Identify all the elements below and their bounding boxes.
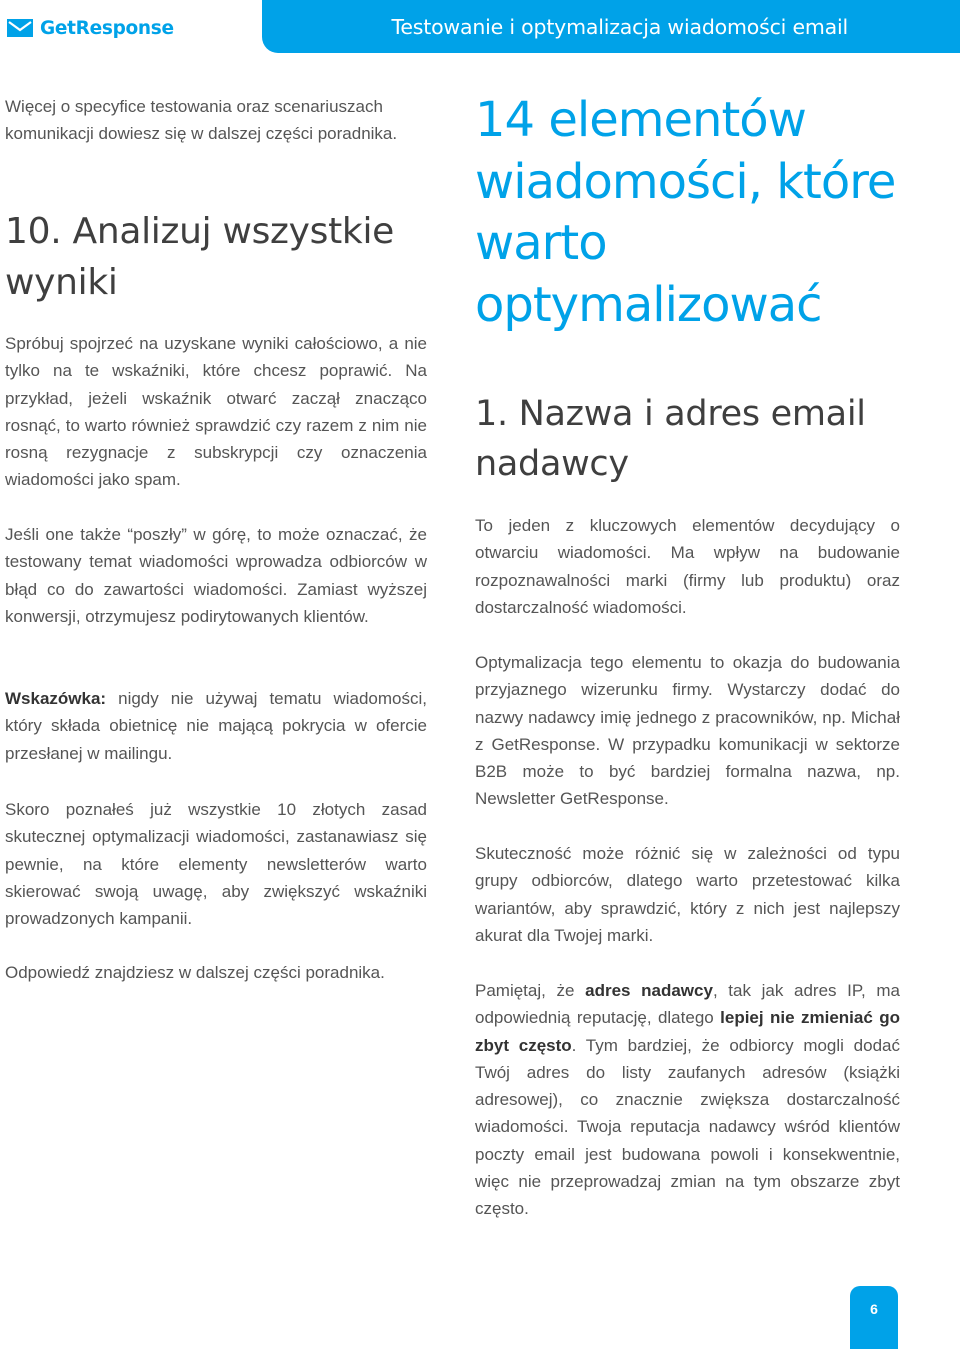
- paragraph-next: Odpowiedź znajdziesz w dalszej części poradnika.: [5, 963, 385, 982]
- chapter-title: 14 elementów wiadomości, które warto optymalizować: [475, 92, 896, 333]
- brand-name: GetResponse: [40, 17, 174, 39]
- reputation-bold-advice: lepiej nie zmieniać go zbyt często: [475, 1008, 900, 1055]
- paragraph-consequences: Jeśli one także “poszły” w górę, to może oznaczać, że testowany temat wiadomości wprowadza odbiorców w błąd co do zawartości wiadomości. Zamiast wyższej konwersji, otrzymujesz podirytowanych klientów.: [5, 525, 427, 626]
- paragraph-sender-key: To jeden z kluczowych elementów decydujący o otwarciu wiadomości. Ma wpływ na budowanie rozpoznawalności marki (firmy lub produktu) oraz dostarczalność wiadomości.: [475, 516, 900, 617]
- paragraph-sender-optimization: Optymalizacja tego elementu to okazja do budowania przyjaznego wizerunku firmy. Wystarczy dodać do nazwy nadawcy imię jednego z pracowników, np. Michał z GetResponse. W przypadku komunikacji w sektorze B2B może to być bardziej formalna nazwa, np. Newsletter GetResponse.: [475, 653, 900, 809]
- page-number-badge: 6: [850, 1286, 898, 1349]
- section-title-10: 10. Analizuj wszystkie wyniki: [5, 211, 395, 303]
- intro-paragraph: Więcej o specyfice testowania oraz scenariuszach komunikacji dowiesz się w dalszej części poradnika.: [5, 97, 398, 144]
- envelope-icon: [6, 18, 34, 38]
- paragraph-effectiveness: Skuteczność może różnić się w zależności od typu grupy odbiorców, dlatego warto przetestować kilka wariantów, aby sprawdzić, który z nich jest najlepszy akurat dla Twojej marki.: [475, 844, 900, 945]
- reputation-bold-address: adres nadawcy: [585, 981, 713, 1000]
- reputation-text-e: . Tym bardziej, że odbiorcy mogli dodać Twój adres do listy zaufanych adresów (książki adresowej), co znacznie zwiększa dostarczalność wiadomości. Twoja reputacja nadawcy wśród klientów poczty email jest budowana powoli i konsekwentnie, więc nie przeprowadzaj zmian na tym obszarze zbyt często.: [475, 1035, 900, 1219]
- header-bar: [262, 0, 960, 53]
- brand-logo: [6, 16, 174, 40]
- tip-text: nigdy nie używaj tematu wiadomości, który składa obietnicę nie mającą pokrycia w ofercie przesłanej w mailingu.: [5, 689, 427, 763]
- paragraph-reputation: [475, 977, 900, 1223]
- reputation-text-c: , tak jak adres IP, ma odpowiednią reputację, dlatego: [475, 981, 901, 1028]
- paragraph-analyze: Spróbuj spojrzeć na uzyskane wyniki całościowo, a nie tylko na te wskaźniki, które chcesz poprawić. Na przykład, jeżeli wskaźnik otwarć zaczął znacząco rosnąć, to warto również sprawdzić czy razem z nim nie rosną rezygnacje z subskrypcji czy oznaczenia wiadomości jako spam.: [5, 334, 427, 490]
- section-title-1: 1. Nazwa i adres email nadawcy: [475, 394, 866, 484]
- document-title: Testowanie i optymalizacja wiadomości email: [391, 15, 848, 39]
- tip-label: Wskazówka:: [5, 689, 107, 708]
- paragraph-summary: Skoro poznałeś już wszystkie 10 złotych zasad skutecznej optymalizacji wiadomości, zastanawiasz się pewnie, na które elementy newsletterów warto skierować swoją uwagę, aby zwiększyć wskaźniki prowadzonych kampanii.: [5, 800, 427, 929]
- tip-paragraph: [5, 685, 427, 767]
- reputation-text-a: Pamiętaj, że: [475, 981, 586, 1000]
